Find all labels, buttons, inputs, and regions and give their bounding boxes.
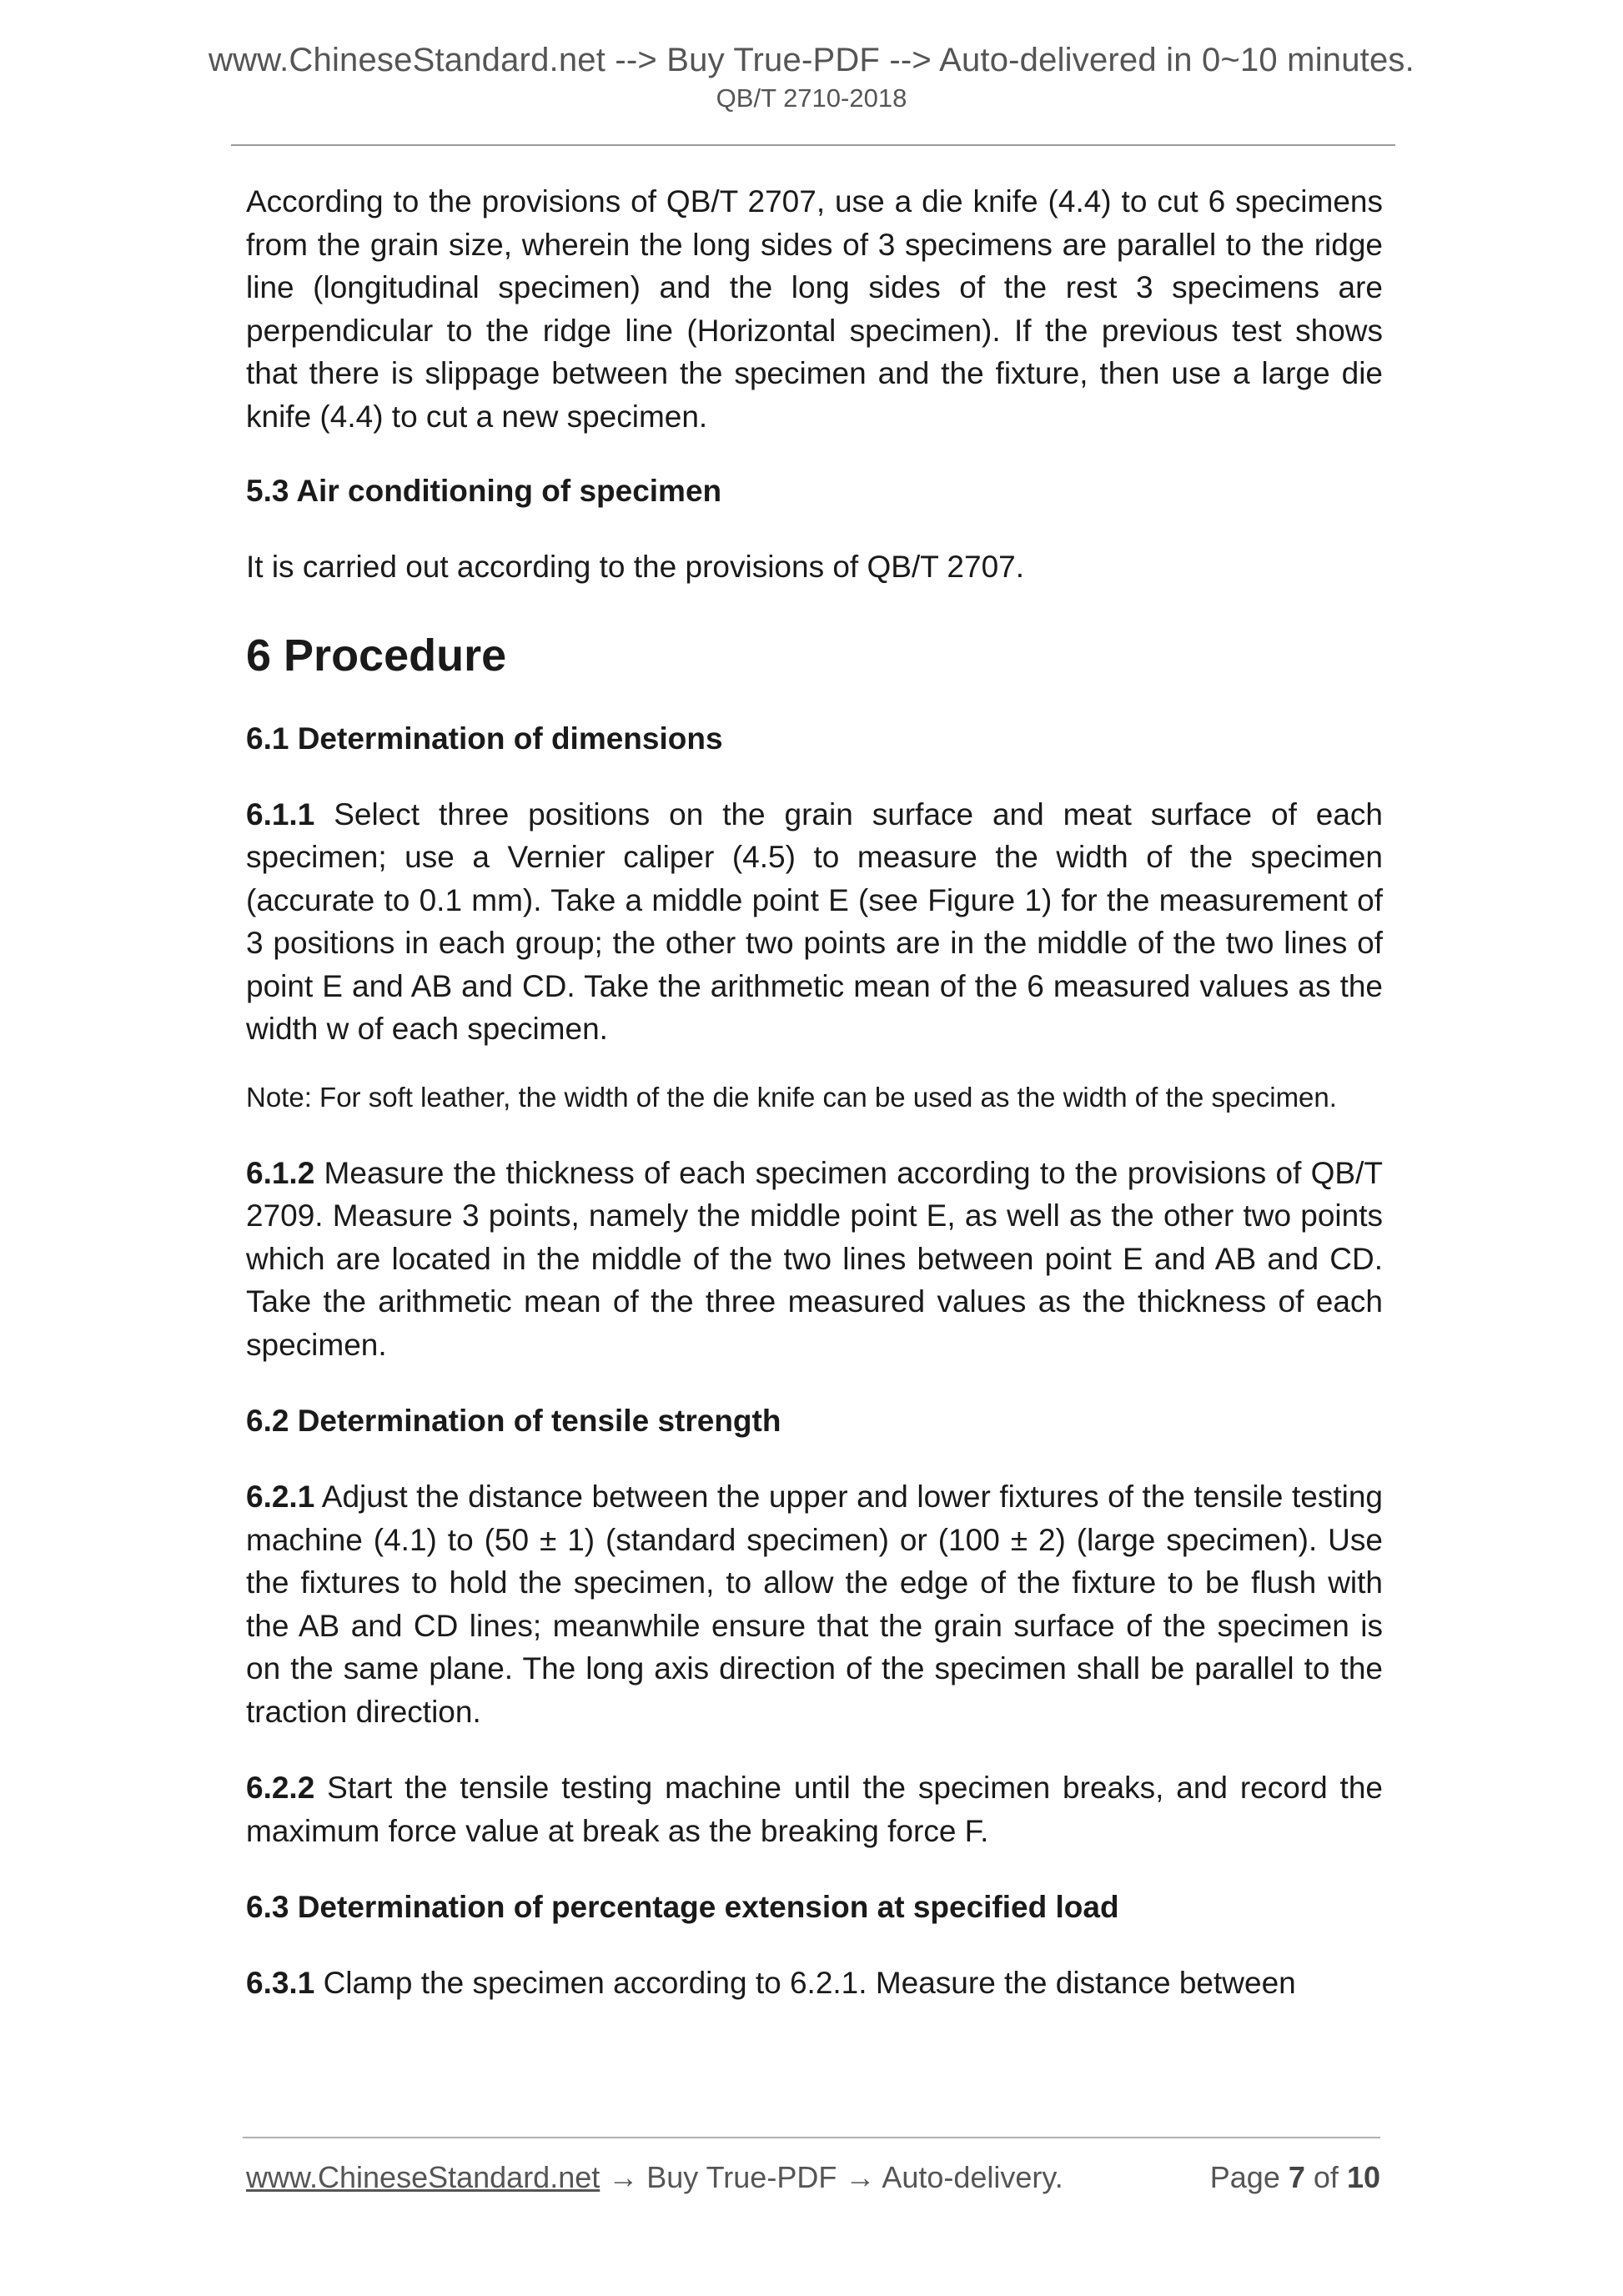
document-body <box>246 180 1383 2005</box>
header-banner: www.ChineseStandard.net --> Buy True-PDF --> Auto-delivered in 0~10 minutes. <box>209 42 1414 78</box>
section-5-3-heading: 5.3 Air conditioning of specimen <box>246 474 722 508</box>
page-word: Page <box>1209 2160 1280 2194</box>
footer-promo <box>246 2157 1063 2198</box>
clause-text: Start the tensile testing machine until the specimen breaks, and record the maximum force value at break as the breaking force F. <box>246 1771 1383 1848</box>
section-5-3-text: It is carried out according to the provisions of QB/T 2707. <box>246 550 1025 584</box>
total-pages: 10 <box>1346 2160 1380 2194</box>
clause-text: Select three positions on the grain surface and meat surface of each specimen; use a Vernier caliper (4.5) to measure the width of the specimen (accurate to 0.1 mm). Take a middle point E (see Figure 1) for the measurement of 3 positions in each group; the other two points are in the middle of the two lines of point E and AB and CD. Take the arithmetic mean of the 6 measured values as the width w of each specimen. <box>246 796 1383 1046</box>
section-6-1-heading: 6.1 Determination of dimensions <box>246 721 723 756</box>
page-header <box>0 40 1623 115</box>
website-link[interactable]: www.ChineseStandard.net <box>246 2160 600 2194</box>
clause-number: 6.2.1 <box>246 1480 315 1514</box>
section-6-heading: 6 Procedure <box>246 630 507 681</box>
page-number <box>1210 2157 1380 2198</box>
page-footer <box>246 2157 1380 2198</box>
footer-tagline: → Buy True-PDF → Auto-delivery. <box>600 2160 1063 2194</box>
clause-6-1-1 <box>246 793 1383 1051</box>
section-6-3-heading: 6.3 Determination of percentage extension at specified load <box>246 1890 1119 1924</box>
clause-6-2-1 <box>246 1475 1383 1733</box>
clause-text: Clamp the specimen according to 6.2.1. Measure the distance between <box>314 1966 1296 2000</box>
clause-text: Adjust the distance between the upper and lower fixtures of the tensile testing machine (4.1) to (50 ± 1) (standard specimen) or (100 ± 2) (large specimen). Use the fixtures to hold the specimen, to allow the edge of the fixture to be flush with the AB and CD lines; meanwhile ensure that the grain surface of the specimen is on the same plane. The long axis direction of the specimen shall be parallel to the traction direction. <box>246 1480 1383 1729</box>
current-page: 7 <box>1288 2160 1305 2194</box>
section-6-2-heading: 6.2 Determination of tensile strength <box>246 1404 781 1438</box>
standard-code: QB/T 2710-2018 <box>716 83 907 113</box>
clause-6-2-2 <box>246 1766 1383 1852</box>
clause-number: 6.2.2 <box>246 1771 315 1805</box>
clause-number: 6.1.2 <box>246 1155 315 1190</box>
clause-number: 6.3.1 <box>246 1966 315 2000</box>
note-paragraph: Note: For soft leather, the width of the die knife can be used as the width of the specimen. <box>246 1081 1337 1113</box>
of-word: of <box>1313 2160 1339 2194</box>
header-divider <box>231 144 1395 146</box>
clause-text: Measure the thickness of each specimen according to the provisions of QB/T 2709. Measure 3 points, namely the middle point E, as well as the other two points which are located in the middle of the two lines between point E and AB and CD. Take the arithmetic mean of the three measured values as the thickness of each specimen. <box>246 1155 1383 1362</box>
clause-6-3-1 <box>246 1962 1383 2005</box>
footer-divider <box>243 2137 1380 2138</box>
clause-number: 6.1.1 <box>246 796 315 831</box>
intro-paragraph: According to the provisions of QB/T 2707, use a die knife (4.4) to cut 6 specimens from the grain size, wherein the long sides of 3 specimens are parallel to the ridge line (longitudinal specimen) and the long sides of the rest 3 specimens are perpendicular to the ridge line (Horizontal specimen). If the previous test shows that there is slippage between the specimen and the fixture, then use a large die knife (4.4) to cut a new specimen. <box>246 184 1383 434</box>
clause-6-1-2 <box>246 1152 1383 1367</box>
